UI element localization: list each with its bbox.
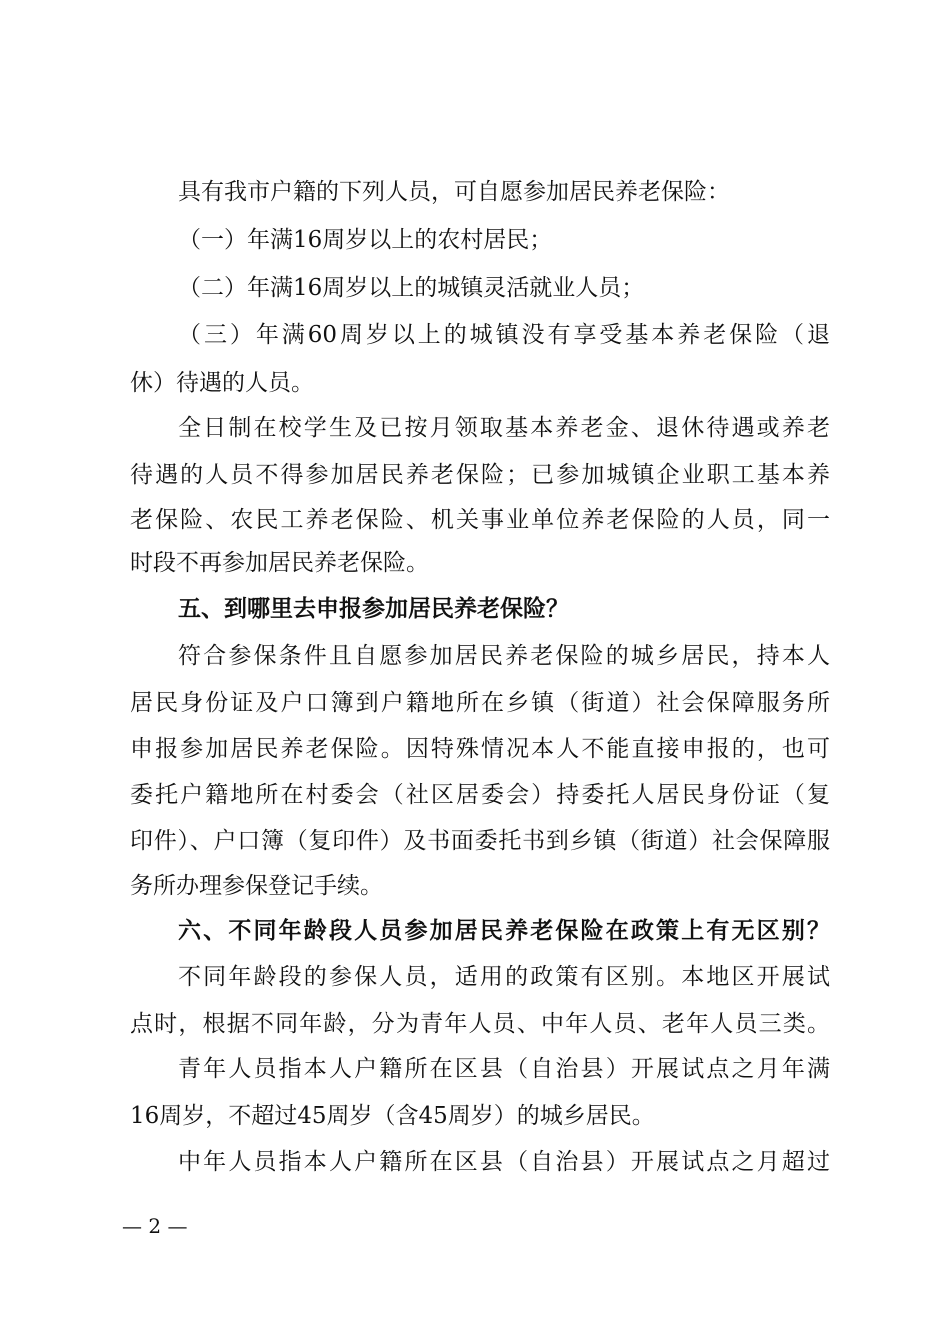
paragraph-line: 印件）、户口簿（复印件）及书面委托书到乡镇（街道）社会保障服 (130, 828, 830, 854)
paragraph-line: （二）年满16周岁以上的城镇灵活就业人员； (178, 275, 645, 301)
paragraph-line: 点时，根据不同年龄，分为青年人员、中年人员、老年人员三类。 (130, 1011, 830, 1037)
paragraph-line: 16周岁，不超过45周岁（含45周岁）的城乡居民。 (130, 1103, 655, 1129)
paragraph-line: 待遇的人员不得参加居民养老保险；已参加城镇企业职工基本养 (130, 462, 830, 488)
paragraph-line: 委托户籍地所在村委会（社区居委会）持委托人居民身份证（复 (130, 782, 830, 808)
paragraph-line: （一）年满16周岁以上的农村居民； (178, 227, 553, 253)
page-number: — 2 — (122, 1214, 188, 1238)
paragraph-line: 时段不再参加居民养老保险。 (130, 550, 429, 576)
paragraph-line: 不同年龄段的参保人员，适用的政策有区别。本地区开展试 (178, 964, 830, 990)
paragraph-line: 老保险、农民工养老保险、机关事业单位养老保险的人员，同一 (130, 507, 830, 533)
paragraph-line: 务所办理参保登记手续。 (130, 873, 383, 899)
section-heading: 六、不同年龄段人员参加居民养老保险在政策上有无区别？ (178, 918, 830, 944)
paragraph-line: 全日制在校学生及已按月领取基本养老金、退休待遇或养老 (178, 415, 830, 441)
paragraph-line: （三）年满60周岁以上的城镇没有享受基本养老保险（退 (178, 322, 830, 348)
paragraph-line: 休）待遇的人员。 (130, 370, 314, 396)
paragraph-line: 青年人员指本人户籍所在区县（自治县）开展试点之月年满 (178, 1056, 830, 1082)
paragraph-line: 居民身份证及户口簿到户籍地所在乡镇（街道）社会保障服务所 (130, 690, 830, 716)
paragraph-line: 中年人员指本人户籍所在区县（自治县）开展试点之月超过 (178, 1149, 830, 1175)
paragraph-line: 符合参保条件且自愿参加居民养老保险的城乡居民，持本人 (178, 643, 830, 669)
paragraph-line: 具有我市户籍的下列人员，可自愿参加居民养老保险： (178, 179, 730, 205)
paragraph-line: 申报参加居民养老保险。因特殊情况本人不能直接申报的，也可 (130, 736, 830, 762)
section-heading: 五、到哪里去申报参加居民养老保险？ (178, 596, 569, 622)
